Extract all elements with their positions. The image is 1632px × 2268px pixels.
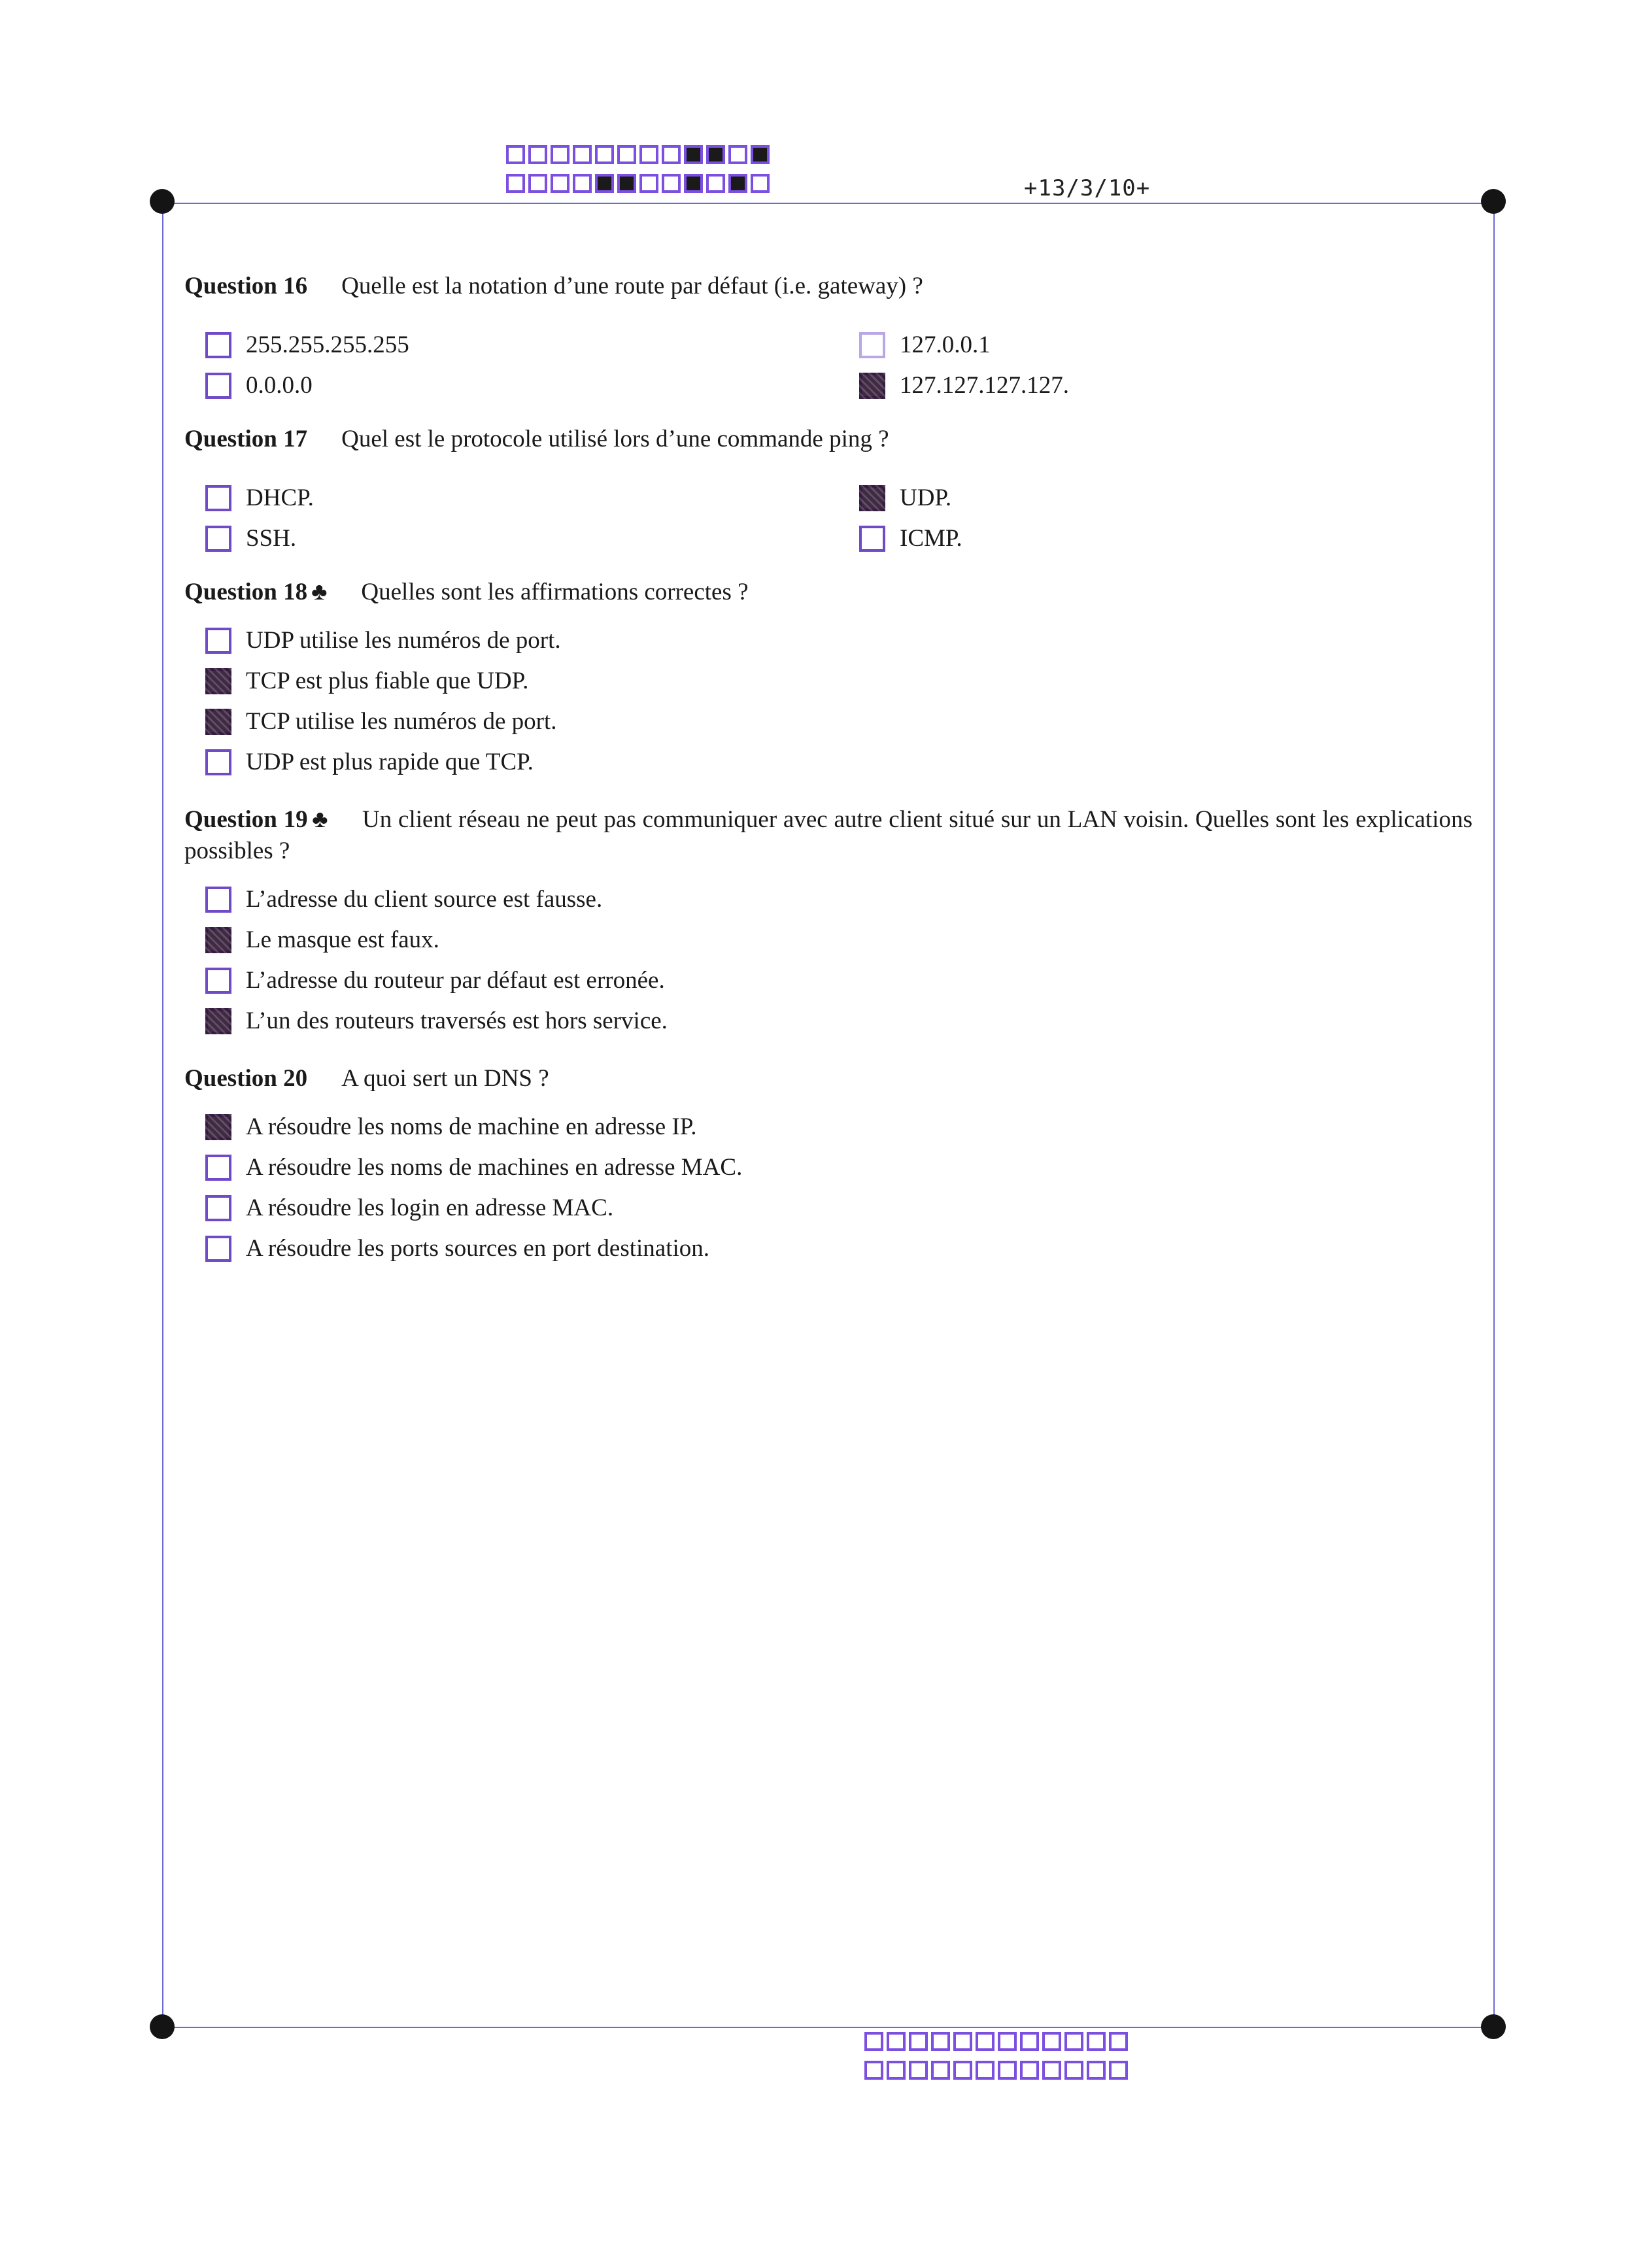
code-cell-empty xyxy=(931,2061,950,2080)
code-cell-empty xyxy=(573,145,592,164)
checkbox-checked[interactable] xyxy=(205,1008,231,1034)
code-cell-filled xyxy=(728,174,747,193)
checkbox[interactable] xyxy=(205,373,231,399)
checkbox[interactable] xyxy=(859,332,885,358)
frame-top-line xyxy=(162,203,1493,204)
question-text: Quelles sont les affirmations correctes ? xyxy=(361,579,749,605)
bottom-code-row-1 xyxy=(864,2032,1128,2051)
code-cell-empty xyxy=(751,174,770,193)
code-cell-empty xyxy=(909,2032,928,2051)
code-cell-empty xyxy=(662,174,681,193)
option-label: UDP utilise les numéros de port. xyxy=(246,627,561,654)
q18-option-2[interactable] xyxy=(205,667,528,695)
checkbox[interactable] xyxy=(205,749,231,775)
code-cell-filled xyxy=(706,145,725,164)
corner-mark-bottom-right xyxy=(1481,2014,1506,2039)
q19-option-2[interactable] xyxy=(205,926,439,954)
option-label: L’un des routeurs traversés est hors service. xyxy=(246,1007,668,1034)
checkbox[interactable] xyxy=(205,526,231,552)
option-label: TCP est plus fiable que UDP. xyxy=(246,668,529,694)
q20-option-3[interactable] xyxy=(205,1194,613,1222)
code-cell-empty xyxy=(1109,2061,1128,2080)
option-label: A résoudre les noms de machines en adresse MAC. xyxy=(246,1154,743,1181)
code-cell-empty xyxy=(909,2061,928,2080)
checkbox[interactable] xyxy=(205,485,231,511)
option-label: A résoudre les noms de machine en adresse IP. xyxy=(246,1113,697,1140)
code-cell-empty xyxy=(662,145,681,164)
corner-mark-top-right xyxy=(1481,189,1506,214)
code-cell-empty xyxy=(639,174,658,193)
code-cell-empty xyxy=(1042,2061,1061,2080)
code-cell-empty xyxy=(976,2032,994,2051)
code-cell-empty xyxy=(1087,2032,1106,2051)
code-cell-empty xyxy=(998,2032,1017,2051)
option-label: 255.255.255.255 xyxy=(246,331,409,358)
code-cell-empty xyxy=(931,2032,950,2051)
top-code-row-1 xyxy=(506,145,770,164)
code-cell-empty xyxy=(1064,2061,1083,2080)
question-19 xyxy=(184,804,1472,867)
checkbox[interactable] xyxy=(205,1155,231,1181)
code-cell-empty xyxy=(551,145,570,164)
code-cell-empty xyxy=(639,145,658,164)
code-cell-filled xyxy=(684,145,703,164)
question-label xyxy=(184,806,328,833)
multiple-answer-club-icon: ♣ xyxy=(311,806,329,833)
question-18 xyxy=(184,577,1472,608)
code-cell-empty xyxy=(998,2061,1017,2080)
option-label: Le masque est faux. xyxy=(246,926,439,953)
checkbox-checked[interactable] xyxy=(205,668,231,694)
question-text: A quoi sert un DNS ? xyxy=(341,1065,549,1092)
code-cell-empty xyxy=(551,174,570,193)
code-cell-empty xyxy=(953,2032,972,2051)
option-label: ICMP. xyxy=(900,525,962,552)
q20-option-1[interactable] xyxy=(205,1113,696,1141)
q17-option-2[interactable] xyxy=(859,484,951,512)
checkbox[interactable] xyxy=(859,526,885,552)
code-cell-filled xyxy=(684,174,703,193)
checkbox[interactable] xyxy=(205,1195,231,1221)
option-label: 127.0.0.1 xyxy=(900,331,991,358)
top-code-row-2 xyxy=(506,174,770,193)
code-cell-empty xyxy=(573,174,592,193)
q16-option-4[interactable] xyxy=(859,371,1069,399)
code-cell-empty xyxy=(506,174,525,193)
question-label: Question 16 xyxy=(184,273,308,299)
question-text: Un client réseau ne peut pas communiquer avec autre client situé sur un LAN voisin. Quelles sont les explications possibles ? xyxy=(184,806,1473,864)
option-label: 0.0.0.0 xyxy=(246,372,313,399)
q17-option-1[interactable] xyxy=(205,484,314,512)
exam-id: +13/3/10+ xyxy=(1024,175,1151,201)
multiple-answer-club-icon: ♣ xyxy=(311,579,328,605)
bottom-code-row-2 xyxy=(864,2061,1128,2080)
option-label: SSH. xyxy=(246,525,297,552)
q16-option-3[interactable] xyxy=(205,371,313,399)
question-number: Question 18 xyxy=(184,579,308,605)
code-cell-empty xyxy=(976,2061,994,2080)
code-cell-empty xyxy=(1042,2032,1061,2051)
option-label: A résoudre les login en adresse MAC. xyxy=(246,1194,614,1221)
checkbox[interactable] xyxy=(205,628,231,654)
question-label: Question 17 xyxy=(184,426,308,452)
checkbox[interactable] xyxy=(205,332,231,358)
frame-left-line xyxy=(162,203,163,2028)
checkbox-checked[interactable] xyxy=(205,709,231,735)
option-label: A résoudre les ports sources en port destination. xyxy=(246,1235,710,1262)
question-text: Quel est le protocole utilisé lors d’une commande ping ? xyxy=(341,426,889,452)
q17-option-4[interactable] xyxy=(859,524,962,552)
code-cell-empty xyxy=(595,145,614,164)
code-cell-empty xyxy=(706,174,725,193)
checkbox-checked[interactable] xyxy=(205,1114,231,1140)
q19-option-3[interactable] xyxy=(205,966,665,994)
q16-option-2[interactable] xyxy=(859,331,991,359)
code-cell-empty xyxy=(864,2032,883,2051)
q18-option-1[interactable] xyxy=(205,626,561,654)
code-cell-empty xyxy=(617,145,636,164)
code-cell-empty xyxy=(864,2061,883,2080)
question-label xyxy=(184,579,327,605)
code-cell-filled xyxy=(617,174,636,193)
option-label: 127.127.127.127. xyxy=(900,372,1069,399)
q18-option-4[interactable] xyxy=(205,748,534,776)
option-label: L’adresse du client source est fausse. xyxy=(246,886,603,913)
option-label: L’adresse du routeur par défaut est erronée. xyxy=(246,967,665,994)
code-cell-empty xyxy=(1087,2061,1106,2080)
frame-bottom-line xyxy=(162,2027,1493,2028)
code-cell-empty xyxy=(528,145,547,164)
question-17 xyxy=(184,424,1472,455)
code-cell-filled xyxy=(595,174,614,193)
q18-option-3[interactable] xyxy=(205,707,556,736)
q19-option-4[interactable] xyxy=(205,1007,668,1035)
option-label: UDP est plus rapide que TCP. xyxy=(246,749,534,775)
code-cell-empty xyxy=(506,145,525,164)
code-cell-empty xyxy=(1064,2032,1083,2051)
q19-option-1[interactable] xyxy=(205,885,602,913)
checkbox-checked[interactable] xyxy=(859,373,885,399)
code-cell-empty xyxy=(1020,2032,1039,2051)
code-cell-empty xyxy=(1109,2032,1128,2051)
corner-mark-top-left xyxy=(150,189,175,214)
question-number: Question 19 xyxy=(184,806,308,833)
q20-option-2[interactable] xyxy=(205,1153,742,1181)
checkbox-checked[interactable] xyxy=(859,485,885,511)
option-label: UDP. xyxy=(900,484,952,511)
q16-option-1[interactable] xyxy=(205,331,409,359)
q17-option-3[interactable] xyxy=(205,524,296,552)
checkbox-checked[interactable] xyxy=(205,927,231,953)
code-cell-empty xyxy=(528,174,547,193)
code-cell-empty xyxy=(887,2032,906,2051)
question-label: Question 20 xyxy=(184,1065,308,1092)
q20-option-4[interactable] xyxy=(205,1234,709,1262)
checkbox[interactable] xyxy=(205,968,231,994)
code-cell-empty xyxy=(887,2061,906,2080)
corner-mark-bottom-left xyxy=(150,2014,175,2039)
code-cell-filled xyxy=(751,145,770,164)
code-cell-empty xyxy=(728,145,747,164)
option-label: TCP utilise les numéros de port. xyxy=(246,708,557,735)
question-20 xyxy=(184,1063,1472,1094)
question-16 xyxy=(184,271,1472,302)
code-cell-empty xyxy=(953,2061,972,2080)
code-cell-empty xyxy=(1020,2061,1039,2080)
frame-right-line xyxy=(1493,203,1495,2028)
checkbox[interactable] xyxy=(205,887,231,913)
option-label: DHCP. xyxy=(246,484,314,511)
question-text: Quelle est la notation d’une route par défaut (i.e. gateway) ? xyxy=(341,273,923,299)
checkbox[interactable] xyxy=(205,1236,231,1262)
